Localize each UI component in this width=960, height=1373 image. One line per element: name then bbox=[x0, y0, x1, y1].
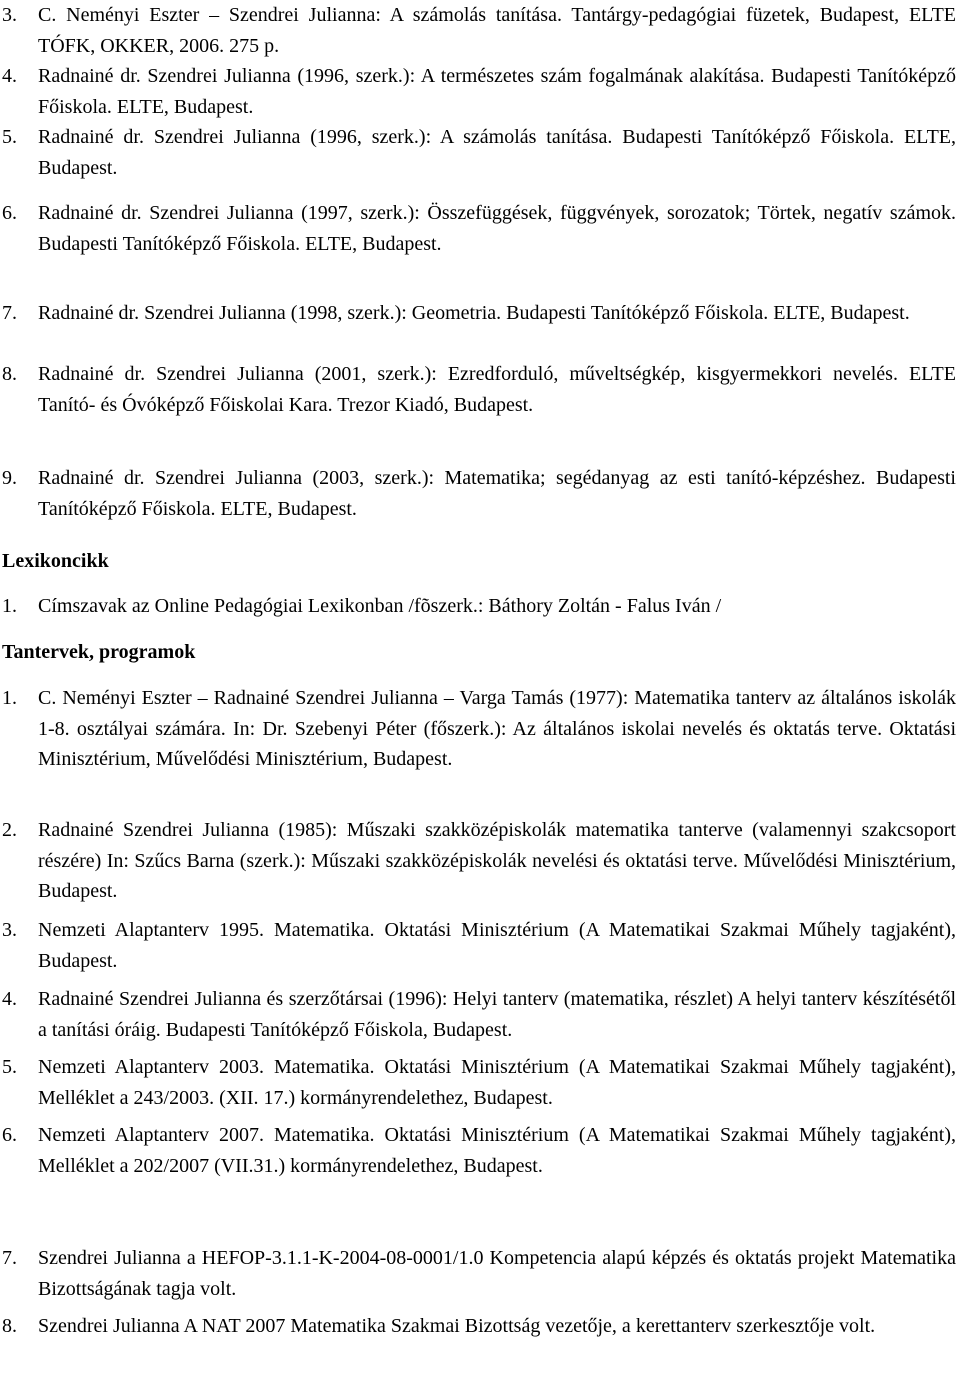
curriculum-item bbox=[0, 1052, 956, 1113]
reference-number: 7. bbox=[2, 302, 17, 324]
reference-text: Radnainé dr. Szendrei Julianna (1996, szerk.): A számolás tanítása. Budapesti Tanítóképző Főiskola. ELTE, Budapest. bbox=[38, 126, 956, 179]
section-heading-tantervek: Tantervek, programok bbox=[2, 641, 196, 663]
reference-item bbox=[0, 463, 956, 524]
curriculum-text: Szendrei Julianna a HEFOP-3.1.1-K-2004-08-0001/1.0 Kompetencia alapú képzés és oktatás projekt Matematika Bizottságának tagja volt. bbox=[38, 1247, 956, 1300]
reference-item bbox=[0, 0, 956, 61]
reference-number: 3. bbox=[2, 4, 17, 26]
lexikon-item bbox=[0, 591, 956, 622]
reference-item bbox=[0, 298, 956, 329]
curriculum-item bbox=[0, 915, 956, 976]
reference-item bbox=[0, 122, 956, 183]
reference-item bbox=[0, 198, 956, 259]
curriculum-text: Nemzeti Alaptanterv 2007. Matematika. Oktatási Minisztérium (A Matematikai Szakmai Műhely tagjaként), Melléklet a 202/2007 (VII.31.) kormányrendelethez, Budapest. bbox=[38, 1124, 956, 1177]
lexikon-number: 1. bbox=[2, 595, 17, 617]
reference-item bbox=[0, 61, 956, 122]
curriculum-item bbox=[0, 1120, 956, 1181]
reference-text: Radnainé dr. Szendrei Julianna (2003, szerk.): Matematika; segédanyag az esti tanító-képzéshez. Budapesti Tanítóképző Főiskola. ELTE, Budapest. bbox=[38, 467, 956, 520]
curriculum-item bbox=[0, 1243, 956, 1304]
curriculum-text: Radnainé Szendrei Julianna és szerzőtársai (1996): Helyi tanterv (matematika, részlet) A helyi tanterv készítésétől a tanítási óráig. Budapesti Tanítóképző Főiskola, Budapest. bbox=[38, 988, 956, 1041]
curriculum-number: 3. bbox=[2, 919, 17, 941]
reference-text: Radnainé dr. Szendrei Julianna (1997, szerk.): Összefüggések, függvények, sorozatok; Törtek, negatív számok. Budapesti Tanítóképző Főiskola. ELTE, Budapest. bbox=[38, 202, 956, 255]
curriculum-number: 7. bbox=[2, 1247, 17, 1269]
lexikon-text: Címszavak az Online Pedagógiai Lexikonban /fõszerk.: Báthory Zoltán - Falus Iván / bbox=[38, 595, 722, 617]
curriculum-item bbox=[0, 815, 956, 907]
section-heading-lexikon: Lexikoncikk bbox=[2, 550, 109, 572]
reference-text: Radnainé dr. Szendrei Julianna (2001, szerk.): Ezredforduló, műveltségkép, kisgyermekkori nevelés. ELTE Tanító- és Óvóképző Főiskolai Kara. Trezor Kiadó, Budapest. bbox=[38, 363, 956, 416]
curriculum-number: 5. bbox=[2, 1056, 17, 1078]
curriculum-text: Radnainé Szendrei Julianna (1985): Műszaki szakközépiskolák matematika tanterve (valamennyi szakcsoport részére) In: Szűcs Barna (szerk.): Műszaki szakközépiskolák nevelési és oktatási terve. Művelődési Minisztérium, Budapest. bbox=[38, 819, 956, 902]
curriculum-number: 8. bbox=[2, 1315, 17, 1337]
curriculum-item bbox=[0, 1311, 956, 1342]
curriculum-number: 4. bbox=[2, 988, 17, 1010]
curriculum-item bbox=[0, 984, 956, 1045]
reference-number: 4. bbox=[2, 65, 17, 87]
reference-text: Radnainé dr. Szendrei Julianna (1998, szerk.): Geometria. Budapesti Tanítóképző Főiskola. ELTE, Budapest. bbox=[38, 302, 910, 324]
curriculum-text: Nemzeti Alaptanterv 1995. Matematika. Oktatási Minisztérium (A Matematikai Szakmai Műhely tagjaként), Budapest. bbox=[38, 919, 956, 972]
curriculum-number: 6. bbox=[2, 1124, 17, 1146]
reference-text: C. Neményi Eszter – Szendrei Julianna: A számolás tanítása. Tantárgy-pedagógiai füzetek, Budapest, ELTE TÓFK, OKKER, 2006. 275 p. bbox=[38, 4, 956, 57]
curriculum-text: Szendrei Julianna A NAT 2007 Matematika Szakmai Bizottság vezetője, a kerettanterv szerkesztője volt. bbox=[38, 1315, 876, 1337]
reference-number: 8. bbox=[2, 363, 17, 385]
reference-number: 5. bbox=[2, 126, 17, 148]
curriculum-text: Nemzeti Alaptanterv 2003. Matematika. Oktatási Minisztérium (A Matematikai Szakmai Műhely tagjaként), Melléklet a 243/2003. (XII. 17.) kormányrendelethez, Budapest. bbox=[38, 1056, 956, 1109]
curriculum-text: C. Neményi Eszter – Radnainé Szendrei Julianna – Varga Tamás (1977): Matematika tanterv az általános iskolák 1-8. osztályai számára. In: Dr. Szebenyi Péter (főszerk.): Az általános iskolai nevelés és oktatás terve. Oktatási Minisztérium, Művelődési Minisztérium, Budapest. bbox=[38, 687, 956, 770]
reference-item bbox=[0, 359, 956, 420]
reference-number: 9. bbox=[2, 467, 17, 489]
reference-number: 6. bbox=[2, 202, 17, 224]
curriculum-number: 1. bbox=[2, 687, 17, 709]
curriculum-item bbox=[0, 683, 956, 775]
reference-text: Radnainé dr. Szendrei Julianna (1996, szerk.): A természetes szám fogalmának alakítása. Budapesti Tanítóképző Főiskola. ELTE, Budapest. bbox=[38, 65, 956, 118]
curriculum-number: 2. bbox=[2, 819, 17, 841]
